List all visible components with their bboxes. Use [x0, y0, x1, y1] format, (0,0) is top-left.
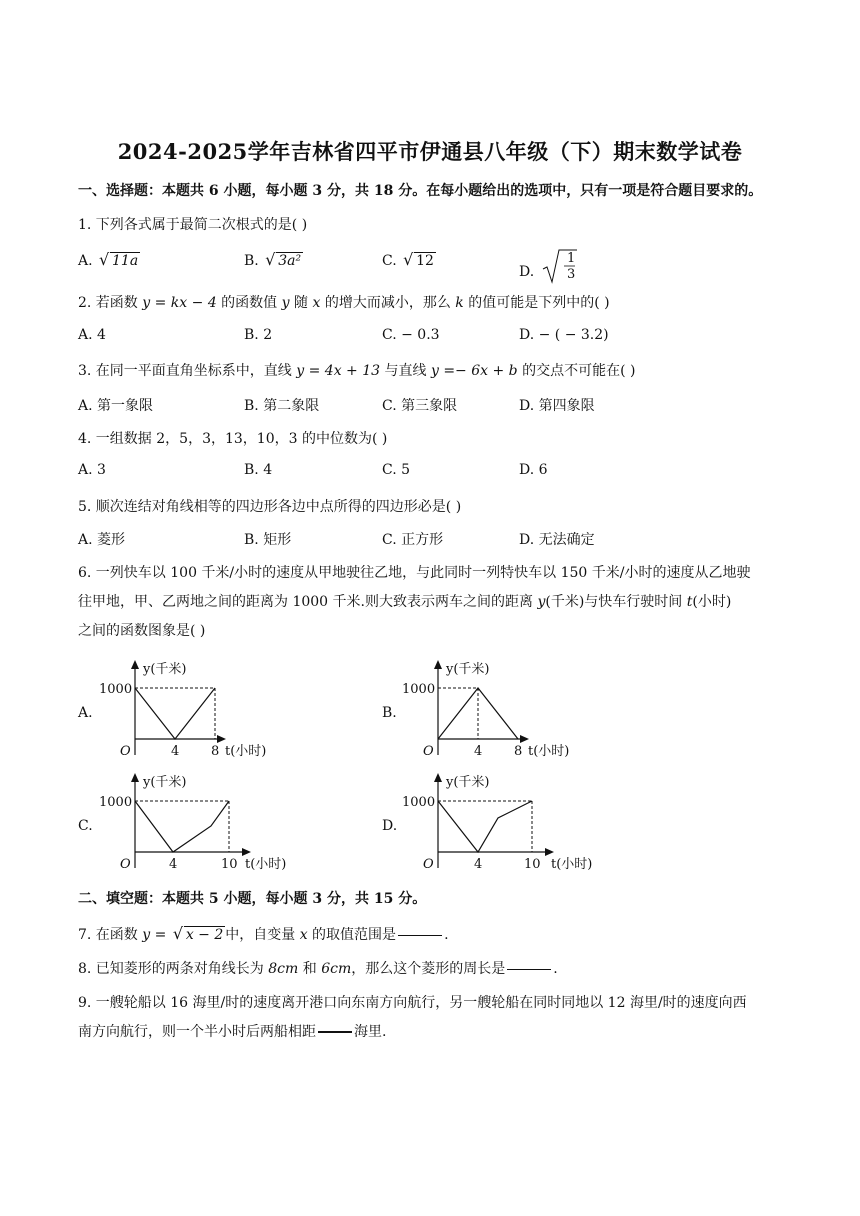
answer-blank[interactable]: [507, 969, 551, 970]
sqrt-expression: √ 3a²: [265, 250, 302, 269]
x-axis-label: t(小时): [245, 857, 287, 872]
q5-option-b: B. 矩形: [244, 532, 292, 548]
q2-option-d: D. − ( − 3.2): [519, 327, 609, 343]
question-8-stem: 8. 已知菱形的两条对角线长为 8cm 和 6cm，那么这个菱形的周长是 .: [78, 961, 558, 977]
q5-option-d: D. 无法确定: [519, 532, 595, 548]
question-5-stem: 5. 顺次连结对角线相等的四边形各边中点所得的四边形必是( ): [78, 499, 462, 515]
origin-label: O: [423, 857, 434, 872]
x-tick-label: 4: [171, 744, 180, 759]
x-tick-label: 10: [221, 857, 238, 872]
question-2-stem: 2. 若函数 y = kx − 4 的函数值 y 随 x 的增大而减小，那么 k 的值可能是下列中的( ): [78, 295, 610, 311]
page-title: 2024-2025学年吉林省四平市伊通县八年级（下）期末数学试卷: [117, 139, 743, 164]
graph-a-label: A.: [78, 705, 93, 721]
x-axis-label: t(小时): [551, 857, 593, 872]
q2-option-a: A. 4: [78, 327, 106, 343]
x-tick-label: 4: [169, 857, 178, 872]
y-axis-label: y(千米): [143, 662, 187, 677]
question-6-stem: 6. 一列快车以 100 千米/小时的速度从甲地驶往乙地，与此同时一列特快车以 150 千米/小时的速度从乙地驶 往甲地，甲、乙两地之间的距离为 1000 千米.则大致表示两车之间的距离 y(千米)与快车行驶时间 t(小时) 之间的函数图象是( ): [78, 565, 751, 639]
q3-option-a: A. 第一象限: [78, 398, 154, 414]
question-1-stem: 1. 下列各式属于最简二次根式的是( ): [78, 217, 308, 233]
sqrt-expression: √ 11a: [99, 250, 139, 269]
graph-d-label: D.: [382, 818, 398, 834]
q4-option-d: D. 6: [519, 462, 548, 478]
q3-option-c: C. 第三象限: [382, 398, 458, 414]
x-tick-label: 4: [474, 744, 483, 759]
section-heading-fill-in: 二、填空题：本题共 5 小题，每小题 3 分，共 15 分。: [78, 891, 427, 907]
y-tick-label: 1000: [99, 795, 133, 810]
answer-blank[interactable]: [398, 935, 442, 936]
section-heading-choice: 一、选择题：本题共 6 小题，每小题 3 分，共 18 分。在每小题给出的选项中，只有一项是符合题目要求的。: [78, 183, 763, 199]
graph-a: [95, 655, 280, 765]
q1-option-b: B. √ 3a²: [244, 250, 302, 269]
question-3-stem: 3. 在同一平面直角坐标系中，直线 y = 4x + 13 与直线 y =− 6x + b 的交点不可能在( ): [78, 363, 636, 379]
sqrt-fraction: [541, 247, 581, 285]
question-4-stem: 4. 一组数据 2，5，3，13，10，3 的中位数为( ): [78, 431, 388, 447]
x-tick-label: 10: [524, 857, 541, 872]
origin-label: O: [120, 857, 131, 872]
y-tick-label: 1000: [402, 795, 436, 810]
fraction-numerator: 1: [566, 251, 575, 266]
q3-option-d: D. 第四象限: [519, 398, 595, 414]
y-tick-label: 1000: [99, 682, 133, 697]
q2-option-b: B. 2: [244, 327, 273, 343]
x-tick-label: 4: [474, 857, 483, 872]
y-tick-label: 1000: [402, 682, 436, 697]
y-axis-label: y(千米): [143, 775, 187, 790]
q1-option-c: C. √ 12: [382, 250, 434, 269]
answer-blank[interactable]: [318, 1031, 352, 1033]
q1-option-d: D. 1 3: [519, 247, 581, 285]
graph-b-label: B.: [382, 705, 397, 721]
y-axis-label: y(千米): [446, 662, 490, 677]
q2-option-c: C. − 0.3: [382, 327, 440, 343]
q5-option-a: A. 菱形: [78, 532, 126, 548]
sqrt-expression: √ x − 2: [172, 924, 224, 943]
sqrt-expression: √ 12: [403, 250, 434, 269]
q4-option-b: B. 4: [244, 462, 273, 478]
question-9-stem: 9. 一艘轮船以 16 海里/时的速度离开港口向东南方向航行，另一艘轮船在同时同地以 12 海里/时的速度向西 南方向航行，则一个半小时后两船相距 海里.: [78, 995, 747, 1040]
x-axis-label: t(小时): [528, 744, 570, 759]
y-axis-label: y(千米): [446, 775, 490, 790]
origin-label: O: [120, 744, 131, 759]
q5-option-c: C. 正方形: [382, 532, 444, 548]
q3-option-b: B. 第二象限: [244, 398, 320, 414]
x-axis-label: t(小时): [225, 744, 267, 759]
graph-c: [95, 768, 295, 878]
q1-option-a: A. √ 11a: [78, 250, 139, 269]
origin-label: O: [423, 744, 434, 759]
graph-c-label: C.: [78, 818, 93, 834]
x-tick-label: 8: [211, 744, 220, 759]
q4-option-a: A. 3: [78, 462, 106, 478]
fraction-denominator: 3: [566, 267, 575, 282]
graph-d: [398, 768, 608, 878]
q4-option-c: C. 5: [382, 462, 411, 478]
graph-b: [398, 655, 583, 765]
question-7-stem: 7. 在函数 y = √ x − 2 中，自变量 x 的取值范围是 .: [78, 924, 449, 943]
x-tick-label: 8: [514, 744, 523, 759]
